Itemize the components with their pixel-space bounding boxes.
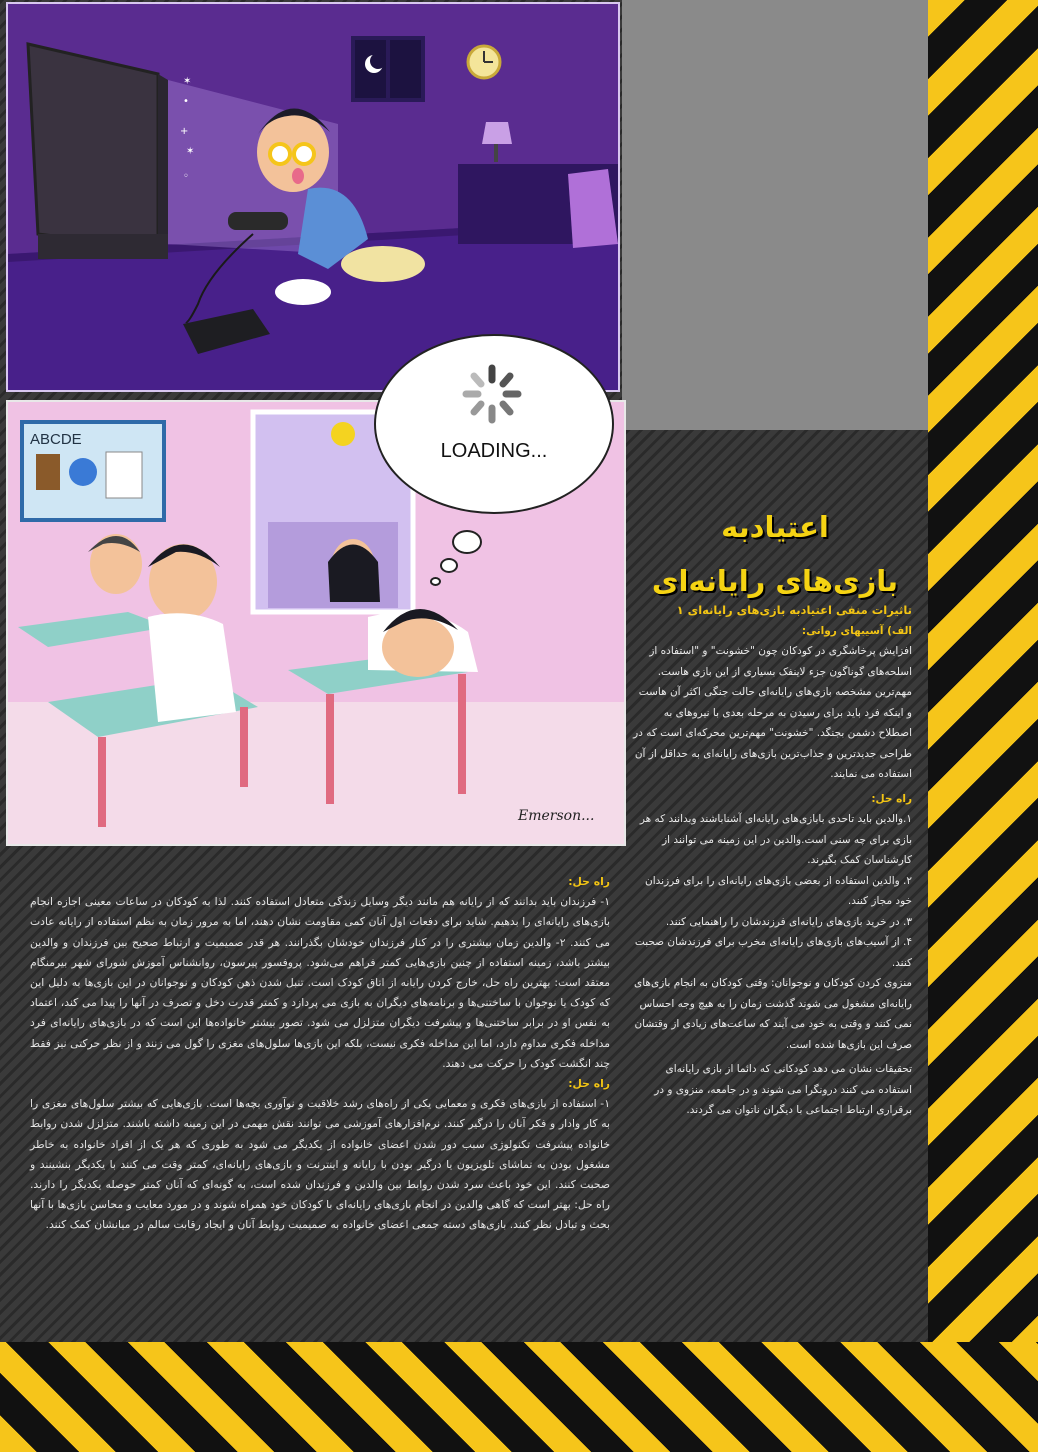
right-solution-2: ۲. والدین استفاده از بعضی بازی‌های رایانه‌ای را برای فرزندان خود مجاز کنند. [645, 874, 912, 907]
title-line-1: اعتیادبه [721, 510, 829, 544]
thought-dot-small [430, 577, 441, 586]
left-heading-1: راه حل: [568, 875, 610, 888]
section-a-heading: الف) آسیبهای روانی: [801, 624, 912, 637]
title-line-2: بازی‌های رایانه‌ای [651, 564, 899, 598]
svg-text:◦: ◦ [183, 171, 189, 182]
left-paragraph-2: ۱- استفاده از بازی‌های فکری و معمایی یکی از راه‌های رشد خلاقیت و نوآوری بچه‌ها است. بازی‌هایی که بیشتر سلول‌های مغزی را به کار وادار و فکر آنان را درگیر کنند. نرم‌افزارهای آموزشی می توانند نقش مهمی در این زمینه داشته باشند. متزلزل شدن روابط خانواده پیشرفت تکنولوژی سبب دور شدن اعضای خانواده از یکدیگر می شود به طوری که هر یک از افراد خانواده به خاطر مشغول بودن به تماشای تلویزیون یا درگیر بودن با رایانه و اینترنت و بازی‌های رایانه‌ای، کمتر وقت می کنند با یکدیگر بنشینند و صحبت کنند. این خود باعث سرد شدن روابط بین والدین و فرزندان شده است، به گونه‌ای که آنان کمتر حوصله یکدیگر را دارند. راه حل: بهتر است که گاهی والدین در انجام بازی‌های رایانه‌ای با کودکان خود همراه شوند و در مورد معایب و محاسن بازی‌ها با آنها بحث و تبادل نظر کنند. بازی‌های دسته جمعی اعضای خانواده به صمیمیت روابط آنان و ایجاد رقابت سالم در میانشان کمک کنند. [30, 1097, 610, 1232]
right-column [632, 600, 912, 1121]
svg-text:✶: ✶ [186, 146, 195, 157]
loading-text: LOADING... [440, 440, 548, 462]
right-paragraph-research: تحقیقات نشان می دهد کودکانی که دائما از بازی رایانه‌ای استفاده می کنند درونگرا می شوند و در جامعه، منزوی و در برقراری ارتباط اجتماعی با دیگران ناتوان می گردند. [654, 1063, 912, 1116]
left-column [30, 872, 610, 1236]
right-paragraph-isolation: منزوی کردن کودکان و نوجوانان: وقتی کودکان به انجام بازی‌های رایانه‌ای مشغول می شوند گذشت زمان را به هیچ وجه احساس نمی کنند و وقتی به خود می آیند که ساعت‌های زیادی از وقتشان صرف این بازی‌ها شده است. [634, 977, 912, 1051]
right-solution-heading: راه حل: [871, 792, 912, 805]
left-heading-2: راه حل: [568, 1077, 610, 1091]
right-solution-1: ۱.والدین باید تاحدی بابازی‌های رایانه‌ای آشناباشند وبدانند که هر بازی برای چه سنی است.والدین در این زمینه می توانند از کارشناسان کمک بگیرند. [639, 813, 912, 866]
svg-text:✶: ✶ [183, 76, 192, 87]
thought-bubble [374, 334, 614, 514]
artist-signature: Emerson... [518, 808, 595, 824]
thought-dot-medium [440, 558, 458, 573]
right-solution-4: ۴. از آسیب‌های بازی‌های رایانه‌ای مخرب برای فرزندشان صحبت کنند. [634, 936, 912, 969]
section-a-paragraph: افزایش پرخاشگری در کودکان چون "خشونت" و "استفاده از اسلحه‌های گوناگون جزء لاینفک بسیاری از این بازی هاست. مهم‌ترین مشخصه بازی‌های رایانه‌ای حالت جنگی اکثر آن هاست و اینکه فرد باید برای رسیدن به مرحله بعدی با نیروهای به اصطلاح دشمن بجنگد. "خشونت" مهم‌ترین محرکه‌ای است که در طراحی جدیدترین و جذاب‌ترین بازی‌های رایانه‌ای به حداقل از آن استفاده می نمایند. [633, 645, 912, 780]
svg-text:•: • [183, 96, 189, 107]
right-solution-3: ۳. در خرید بازی‌های رایانه‌ای فرزندشان را راهنمایی کنند. [665, 915, 912, 928]
board-letters: ABCDE [30, 431, 82, 448]
gaming-illustration [8, 4, 618, 390]
article-subtitle: تاثیرات منفی اعتیادبه بازی‌های رایانه‌ای ۱ [676, 603, 912, 617]
hazard-stripe-bottom [0, 1342, 1038, 1452]
loading-spinner-icon [460, 362, 524, 426]
left-paragraph-1: ۱- فرزندان باید بدانند که از رایانه هم مانند دیگر وسایل زندگی متعادل استفاده کنند. لذا به کودکان در ساعات معینی اجازه انجام بازی‌های رایانه‌ای را بدهیم. شاید برای دفعات اول آنان کمی مقاومت نشان دهند، اما به مرور زمان به نظم استفاده از رایانه عادت می کنند. ۲- والدین زمان بیشتری را در کنار فرزندان خودشان بگذرانند. هر قدر صمیمیت و ارتباط صحیح بین فرزندان و والدین بیشتر باشد، زمینه استفاده از چنین بازی‌هایی کمتر فراهم می‌شود. پروفسور پیرسون، روانشناس آموزش شورای شهر بیرمنگام معتقد است: بهترین راه حل، خارج کردن رایانه از اتاق کودک است. تنبل شدن ذهن کودکان و نوجوانان در این بازی‌ها به دلیل این که کودک یا نوجوان با ساختنی‌ها و برنامه‌های دیگران به بازی می پردازد و کمتر قدرت دخل و تصرف در آنها را پیدا می کند، اعتماد به نفس او در برابر ساختنی‌ها و پیشرفت دیگران متزلزل می شود. تصور بیشتر خانواده‌ها این است که در بازی‌های رایانه‌ای فرد مداخله فکری مداوم دارد، اما این مداخله فکری نیست، بلکه این بازی‌ها سلول‌های مغزی را گول می زنند و از نظر حرکتی نیز فقط چند انگشت کودک را حرکت می دهند. [30, 895, 611, 1070]
thought-dot-large [452, 530, 482, 554]
gray-corner-block [622, 0, 928, 430]
article-title [640, 500, 910, 608]
hazard-stripe-right [928, 0, 1038, 1452]
cartoon-panel-gaming [6, 2, 620, 392]
svg-text:+: + [180, 126, 189, 137]
